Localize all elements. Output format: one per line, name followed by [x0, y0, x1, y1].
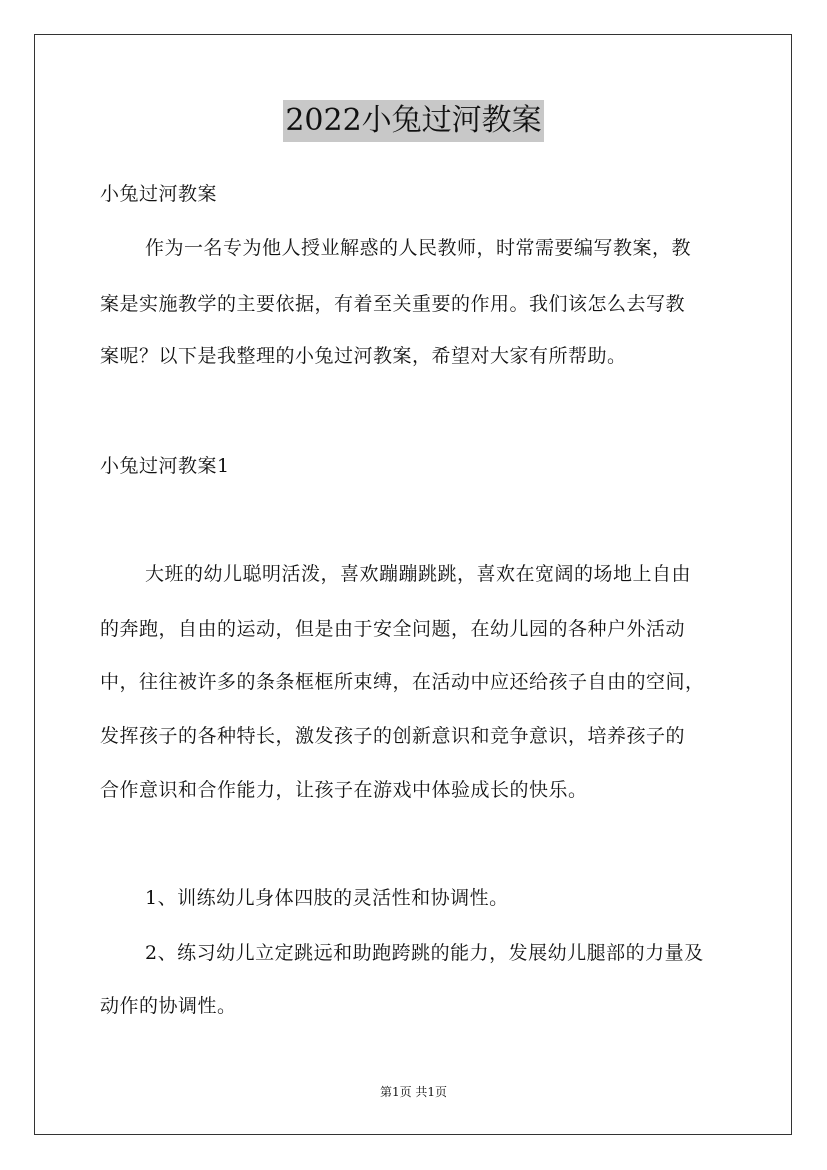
title-container	[0, 100, 827, 142]
section-heading: 小兔过河教案	[100, 183, 218, 205]
body-line-2: 的奔跑，自由的运动，但是由于安全问题，在幼儿园的各种户外活动	[100, 618, 686, 640]
goal-line-1: 1、训练幼儿身体四肢的灵活性和协调性。	[145, 887, 509, 909]
intro-line-2: 案是实施教学的主要依据，有着至关重要的作用。我们该怎么去写教	[100, 293, 686, 315]
section1-heading: 小兔过河教案1	[100, 455, 230, 477]
intro-line-3: 案呢？以下是我整理的小兔过河教案，希望对大家有所帮助。	[100, 345, 627, 367]
body-line-4: 发挥孩子的各种特长，激发孩子的创新意识和竞争意识，培养孩子的	[100, 725, 686, 747]
intro-line-1: 作为一名专为他人授业解惑的人民教师，时常需要编写教案，教	[145, 237, 692, 259]
goal-line-3: 动作的协调性。	[100, 995, 237, 1017]
body-line-5: 合作意识和合作能力，让孩子在游戏中体验成长的快乐。	[100, 779, 588, 801]
goal-line-2: 2、练习幼儿立定跳远和助跑跨跳的能力，发展幼儿腿部的力量及	[145, 942, 704, 964]
page-footer: 第1页 共1页	[379, 1085, 448, 1099]
body-line-3: 中，往往被许多的条条框框所束缚，在活动中应还给孩子自由的空间，	[100, 671, 705, 693]
document-title: 2022小兔过河教案	[283, 100, 543, 142]
body-line-1: 大班的幼儿聪明活泼，喜欢蹦蹦跳跳，喜欢在宽阔的场地上自由	[145, 563, 692, 585]
